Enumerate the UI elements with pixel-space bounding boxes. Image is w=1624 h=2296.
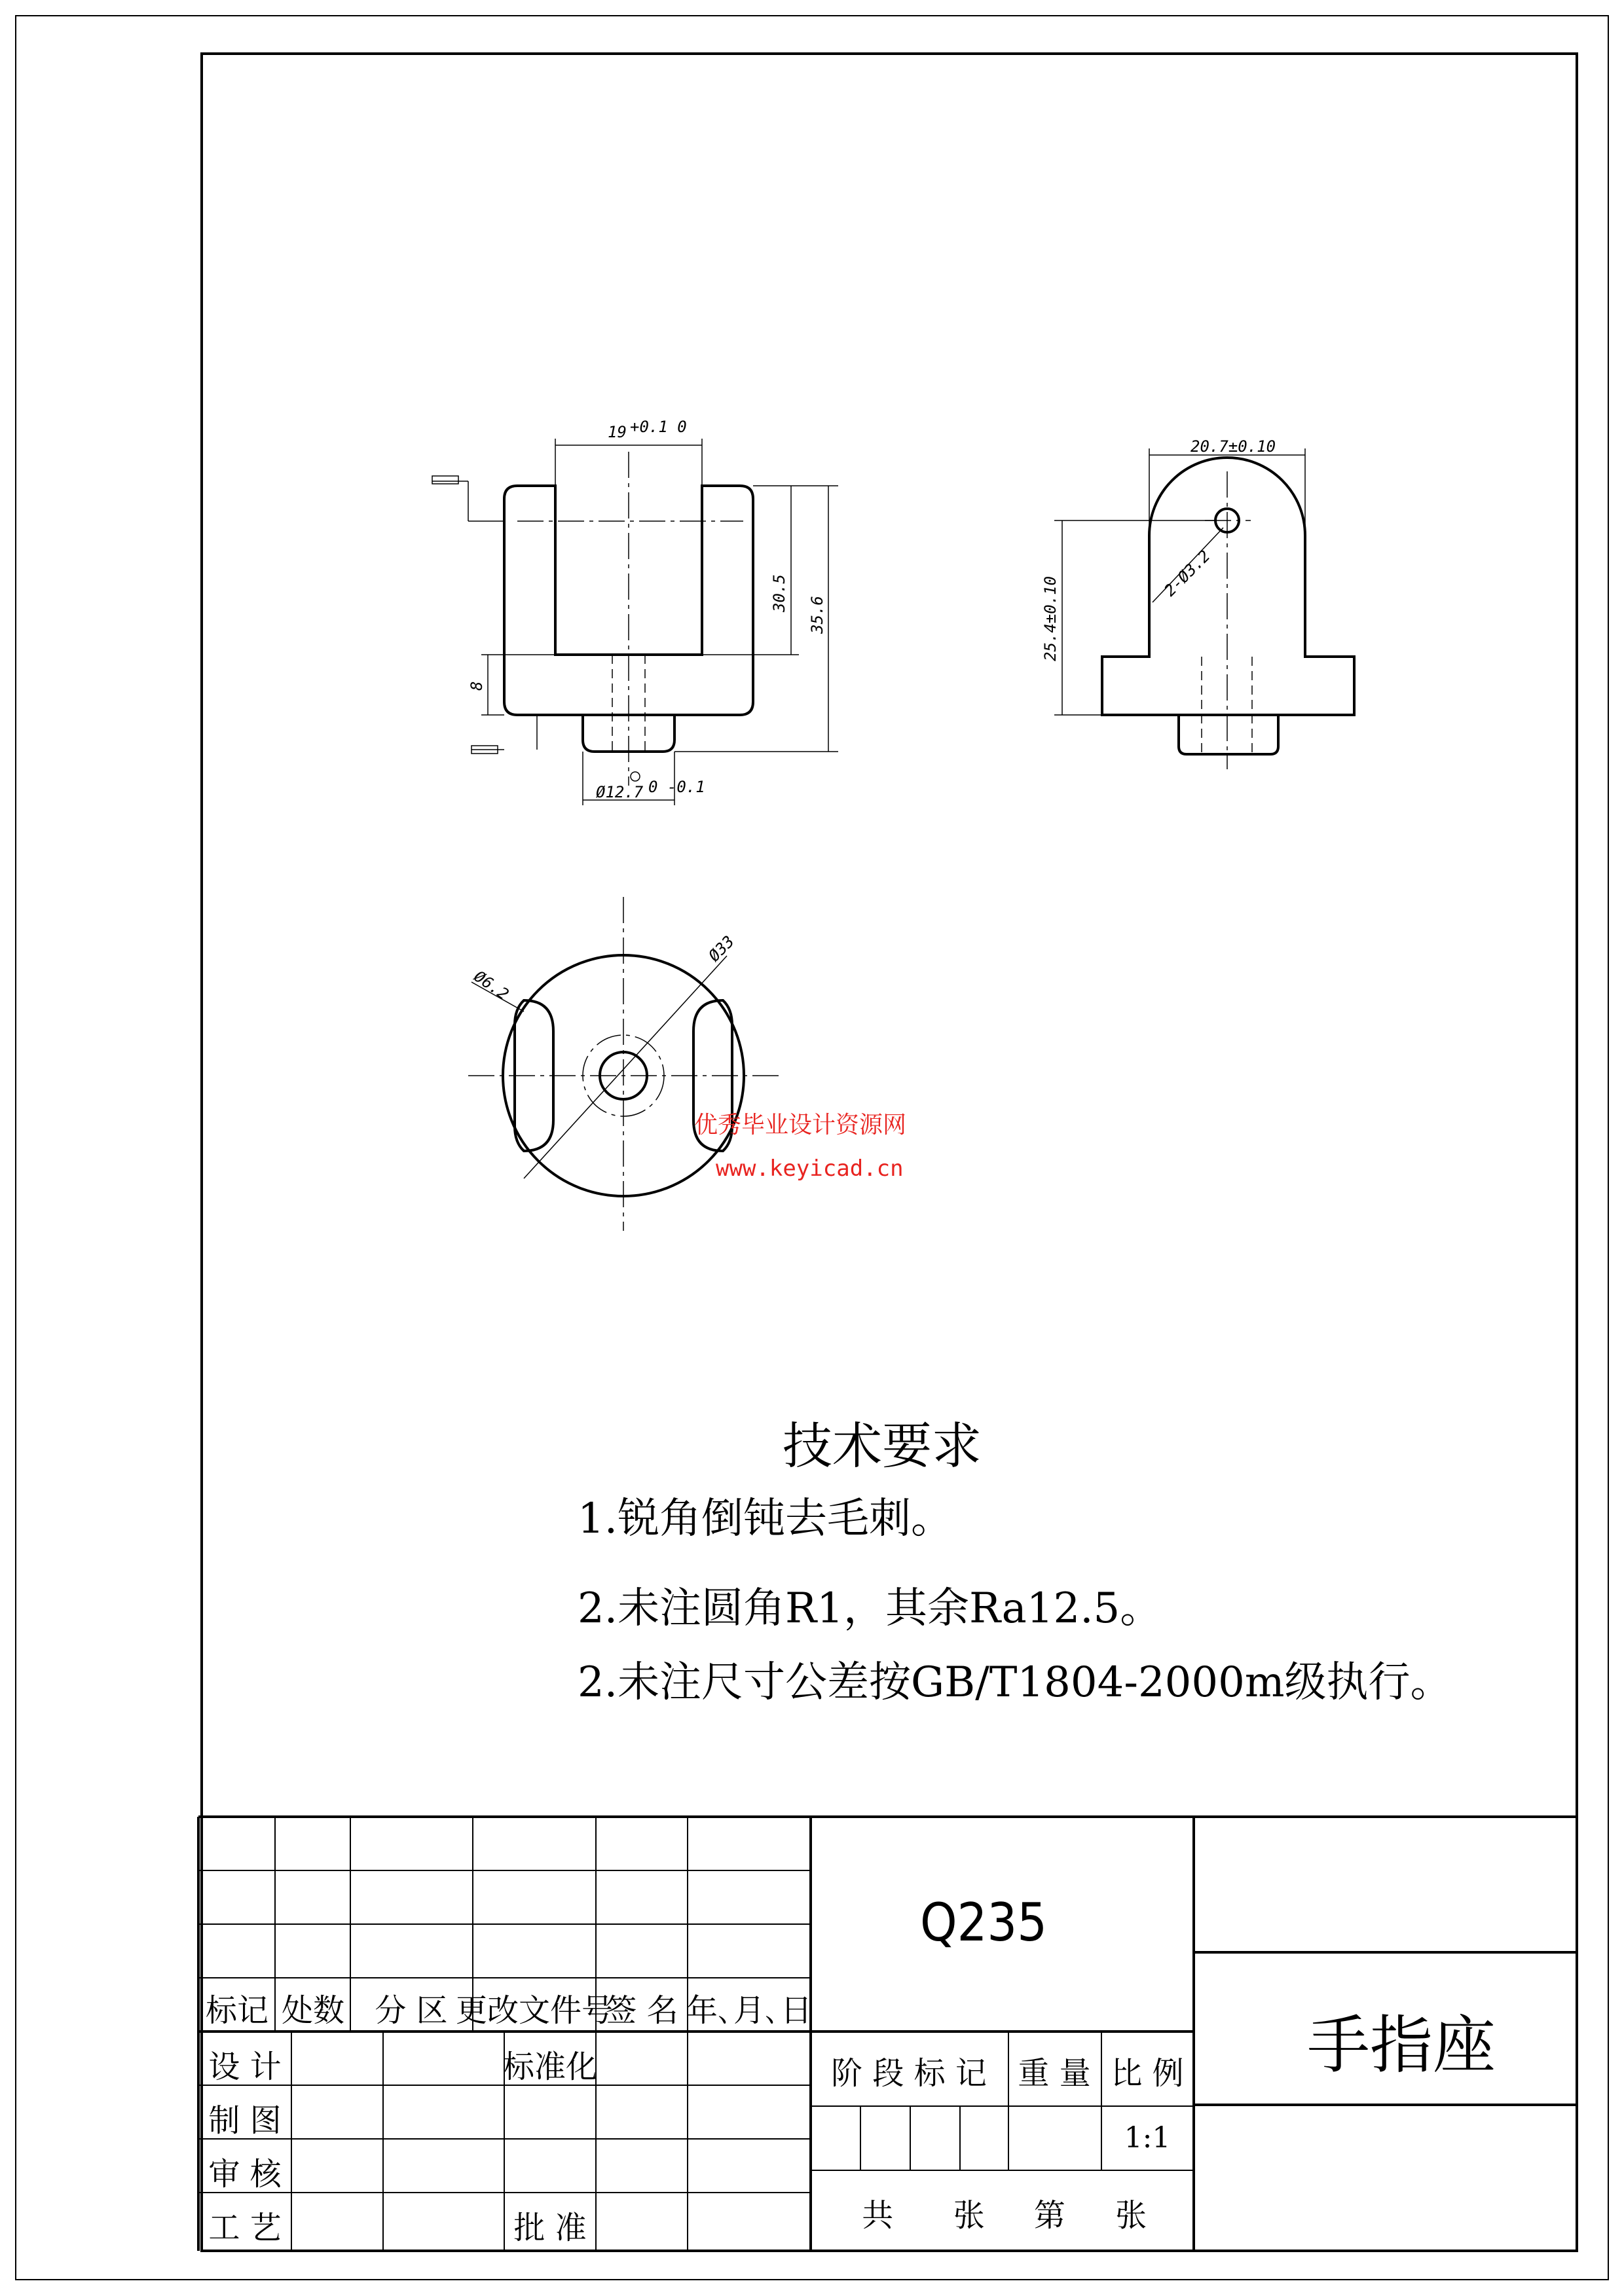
requirement-item-1: 1.锐角倒钝去毛刺。 xyxy=(578,1495,953,1543)
header-signature: 签 名 xyxy=(605,1992,678,2029)
role-review: 审 核 xyxy=(208,2156,282,2193)
sheet-frame xyxy=(202,54,1577,2251)
dim-inner-height: 30.5 xyxy=(770,574,788,612)
standardization-label: 标准化 xyxy=(502,2049,598,2085)
scale-label: 比 例 xyxy=(1111,2055,1184,2092)
requirement-item-3: 2.未注尺寸公差按GB/T1804-2000m级执行。 xyxy=(578,1658,1452,1707)
front-view xyxy=(432,439,838,805)
dim-top-slot-tol: +0.1 0 xyxy=(630,418,687,436)
side-body-outline xyxy=(1102,458,1354,715)
dim-boss-tol: 0 -0.1 xyxy=(648,778,705,796)
dim-top-slot-width: 19 xyxy=(608,423,627,441)
header-change-doc: 更改文件号 xyxy=(455,1992,614,2029)
weight-label: 重 量 xyxy=(1018,2055,1091,2092)
sheets-total: 共 张 xyxy=(862,2197,985,2234)
watermark-url: www.keyicad.cn xyxy=(716,1156,904,1182)
header-zone: 分 区 xyxy=(375,1992,448,2029)
side-boss-outline xyxy=(1179,715,1278,754)
role-design: 设 计 xyxy=(208,2049,282,2085)
dim-plan-slot: Ø6.2 xyxy=(470,966,512,1004)
requirements-title: 技术要求 xyxy=(783,1417,982,1475)
part-name: 手指座 xyxy=(1307,2009,1496,2082)
side-view xyxy=(1054,448,1354,769)
role-drafting: 制 图 xyxy=(208,2102,282,2139)
sheet-number: 第 张 xyxy=(1033,2197,1147,2234)
header-date: 年､月､日 xyxy=(686,1992,813,2029)
dim-side-hole: 2-Ø3.2 xyxy=(1160,547,1214,600)
scale-value: 1:1 xyxy=(1124,2121,1171,2155)
dim-base-height: 8 xyxy=(468,681,486,691)
dim-side-width: 20.7±0.10 xyxy=(1190,437,1276,456)
role-process: 工 艺 xyxy=(208,2210,282,2246)
front-centerlines xyxy=(517,452,743,786)
requirement-item-2: 2.未注圆角R1，其余Ra12.5。 xyxy=(578,1584,1162,1633)
dim-side-height: 25.4±0.10 xyxy=(1041,575,1060,661)
dim-boss-diameter: Ø12.7 xyxy=(596,783,644,801)
material-value: Q235 xyxy=(920,1892,1047,1953)
dim-total-height: 35.6 xyxy=(808,596,826,634)
header-count: 处数 xyxy=(281,1992,345,2029)
approve-label: 批 准 xyxy=(513,2210,587,2246)
dim-plan-outer: Ø33 xyxy=(705,932,738,966)
header-mark: 标记 xyxy=(205,1992,269,2029)
watermark-title: 优秀毕业设计资源网 xyxy=(694,1112,907,1139)
stage-mark-label: 阶 段 标 记 xyxy=(831,2055,987,2092)
